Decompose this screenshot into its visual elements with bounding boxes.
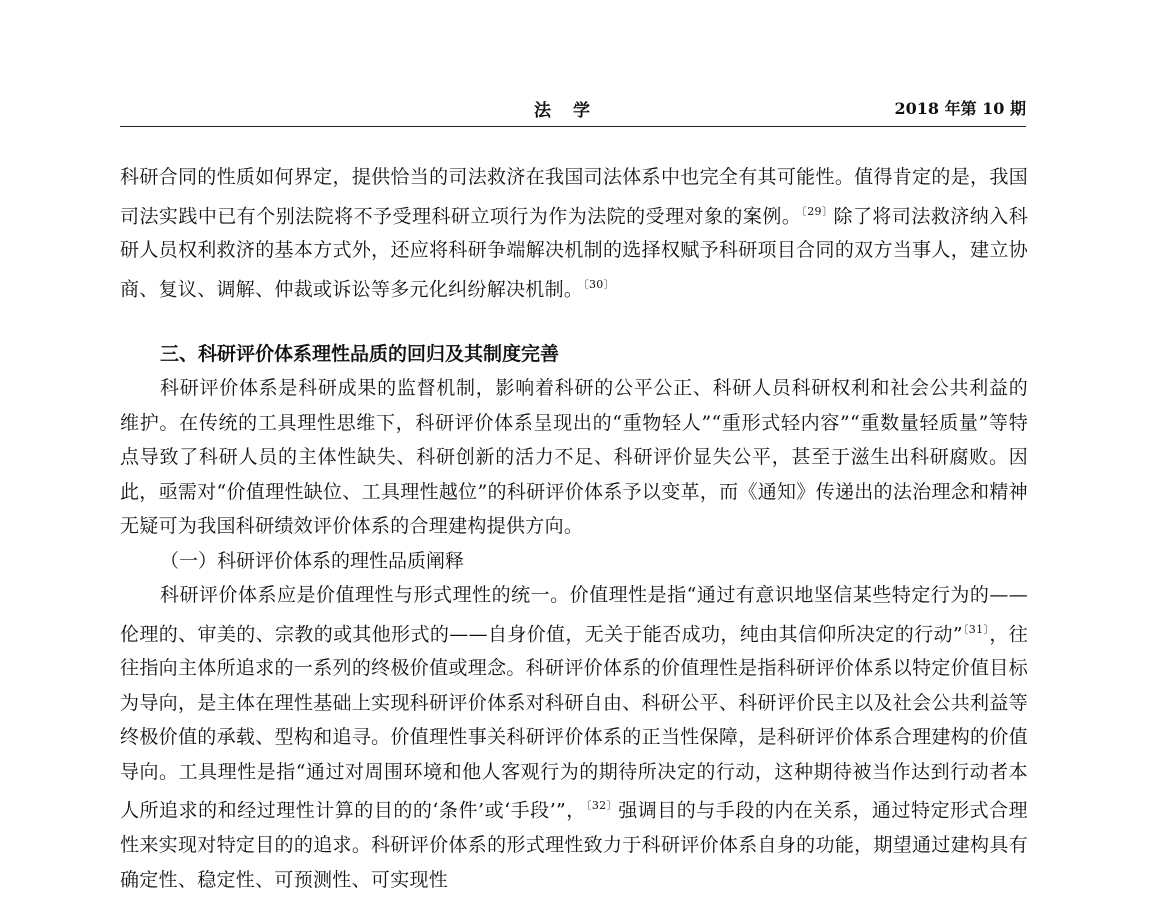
footnote-ref-30: 〔30〕: [583, 277, 615, 291]
final-paragraph-part-2: ，往往指向主体所追求的一系列的终极价值或理念。科研评价体系的价值理性是指科研评价体系以特定价值目标为导向，是主体在理性基础上实现科研评价体系对科研自由、科研公平、科研评价民主以及社会公共利益等终极价值的承载、型构和追寻。价值理性事关科研评价体系的正当性保障，是科研评价体系合理建构的价值导向。工具理性是指“通过对周围环境和他人客观行为的期待所决定的行动，这种期待被当作达到行动者本人所追求的和经过理性计算的目的的‘条件’或‘手段’”，: [120, 622, 1028, 822]
paragraph-1: [120, 160, 1028, 307]
final-paragraph-part-1: 科研评价体系应是价值理性与形式理性的统一。价值理性是指“通过有意识地坚信某些特定行为的——伦理的、审美的、宗教的或其他形式的——自身价值，无关于能否成功，纯由其信仰所决定的行动”: [120, 584, 1028, 645]
paragraph-1-text-b: 除了将司法救济纳入科研人员权利救济的基本方式外，还应将科研争端解决机制的选择权赋予科研项目合同的双方当事人，建立协商、复议、调解、仲裁或诉讼等多元化纠纷解决机制。: [120, 204, 1028, 301]
final-paragraph: [120, 578, 1028, 897]
paragraph-1-text-a: 科研合同的性质如何界定，提供恰当的司法救济在我国司法体系中也完全有其可能性。值得肯定的是，我国司法实践中已有个别法院将不予受理科研立项行为作为法院的受理对象的案例。: [120, 166, 1028, 227]
footnote-ref-31: 〔31〕: [962, 622, 990, 636]
footnote-ref-32: 〔32〕: [585, 799, 619, 813]
footnote-ref-29: 〔29〕: [801, 204, 834, 218]
final-paragraph-part-3: 强调目的与手段的内在关系，通过特定形式合理性来实现对特定目的的追求。科研评价体系的形式理性致力于科研评价体系自身的功能，期望通过建构具有确定性、稳定性、可预测性、可实现性: [120, 799, 1028, 891]
section-paragraph: 科研评价体系是科研成果的监督机制，影响着科研的公平公正、科研人员科研权利和社会公共利益的维护。在传统的工具理性思维下，科研评价体系呈现出的“重物轻人”“重形式轻内容”“重数量轻质量”等特点导致了科研人员的主体性缺失、科研创新的活力不足、科研评价显失公平，甚至于滋生出科研腐败。因此，亟需对“价值理性缺位、工具理性越位”的科研评价体系予以变革，而《通知》传递出的法治理念和精神无疑可为我国科研绩效评价体系的合理建构提供方向。: [120, 377, 1028, 538]
subsection-heading: （一）科研评价体系的理性品质阐释: [160, 549, 465, 572]
journal-name: 法学: [534, 101, 612, 121]
section-heading: 三、科研评价体系理性品质的回归及其制度完善: [160, 342, 560, 365]
article-body: [120, 160, 1028, 897]
issue-number: 2018 年第 10 期: [894, 99, 1026, 118]
header-rule: [120, 126, 1026, 127]
running-header: [120, 96, 1026, 122]
